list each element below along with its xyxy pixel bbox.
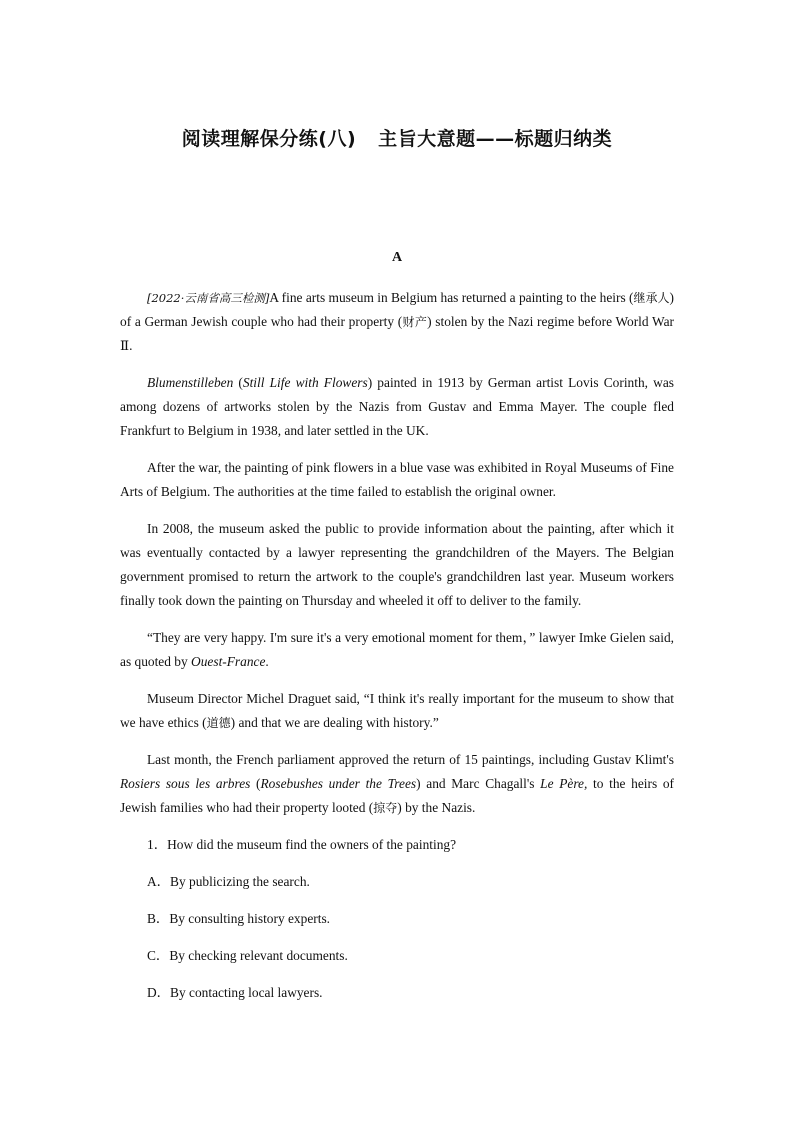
page-title <box>0 124 794 151</box>
text-run: ( <box>250 776 261 791</box>
painting-title-rosebushes: Rosebushes under the Trees <box>260 776 417 791</box>
paragraph-4: In 2008, the museum asked the public to provide information about the painting, after which it was eventually contacted by a lawyer representing the grandchildren of the Mayers. The Belgian government promised to return the artwork to the couple's grandchildren last year. Museum workers finally took down the painting on Thursday and wheeled it off to deliver to the family. <box>120 521 674 608</box>
text-run: ) by the Nazis. <box>397 800 476 815</box>
option-b[interactable]: B．By consulting history experts. <box>147 911 330 926</box>
paragraph-2 <box>120 371 674 443</box>
title-part-1: 阅读理解保分练(八) <box>181 128 357 150</box>
text-run: A fine arts museum in Belgium has returned a painting to the heirs ( <box>269 290 634 305</box>
section-label: A <box>391 250 403 265</box>
painting-title-german: Blumenstilleben <box>147 375 234 390</box>
paragraph-6 <box>120 687 674 735</box>
text-run: Last month, the French parliament approved the return of 15 paintings, including Gustav Klimt's <box>147 752 674 767</box>
gloss-ethics: 道德 <box>206 716 231 730</box>
text-run: Museum Director Michel Draguet said, “I think it's really important for the museum to show that we have ethics ( <box>120 691 674 730</box>
text-run: ) and Marc Chagall's <box>416 776 541 791</box>
text-run: to the heirs of Jewish families who had their property looted ( <box>120 776 674 815</box>
painting-title-french: Rosiers sous les arbres <box>120 776 251 791</box>
gloss-looted: 掠夺 <box>373 801 398 815</box>
option-d[interactable]: D．By contacting local lawyers. <box>147 985 323 1000</box>
paragraph-1 <box>120 286 674 358</box>
option-a[interactable]: A．By publicizing the search. <box>147 874 310 889</box>
gloss-heirs: 继承人 <box>633 291 670 305</box>
text-run: . <box>265 654 269 669</box>
paragraph-7 <box>120 748 674 820</box>
text-run: ) of a German Jewish couple who had their property ( <box>120 290 674 329</box>
passage-body <box>120 286 674 1018</box>
painting-title-english: Still Life with Flowers <box>242 375 368 390</box>
text-run: ) stolen by the Nazi regime before World War Ⅱ. <box>120 314 674 353</box>
text-run: “They are very happy. I'm sure it's a very emotional moment for them，” lawyer Imke Gielen said, as quoted by <box>120 630 674 669</box>
source-citation: [2022·云南省高三检测] <box>147 291 270 305</box>
question-stem: 1．How did the museum find the owners of the painting? <box>147 837 457 852</box>
text-run: ( <box>233 375 243 390</box>
title-part-2: 主旨大意题——标题归纳类 <box>378 128 613 150</box>
paragraph-3: After the war, the painting of pink flowers in a blue vase was exhibited in Royal Museums of Fine Arts of Belgium. The authorities at the time failed to establish the original owner. <box>120 460 674 499</box>
painting-title-le-pere: Le Père, <box>540 776 588 791</box>
text-run: ) painted in 1913 by German artist Lovis Corinth, was among dozens of artworks stolen by the Nazis from Gustav and Emma Mayer. The couple fled Frankfurt to Belgium in 1938, and later settled in the UK. <box>120 375 674 438</box>
option-c[interactable]: C．By checking relevant documents. <box>147 948 348 963</box>
gloss-property: 财产 <box>402 315 428 329</box>
paragraph-5 <box>120 626 674 674</box>
newspaper-name: Ouest-France <box>191 654 266 669</box>
text-run: ) and that we are dealing with history.” <box>230 715 439 730</box>
